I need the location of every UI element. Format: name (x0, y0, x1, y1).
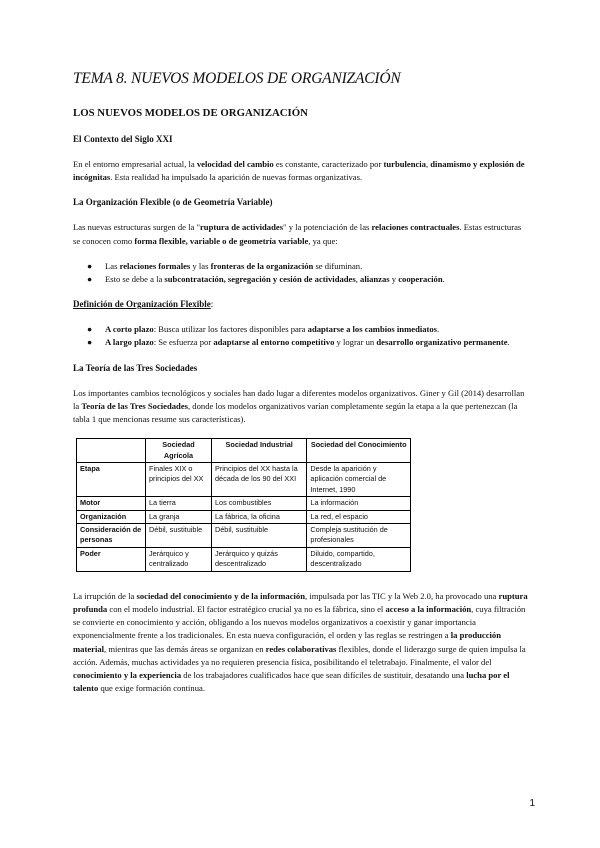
knowledge-society-paragraph: La irrupción de la sociedad del conocimiento y de la información, impulsada por las TIC y la Web 2.0, ha provocado una ruptura profunda con el modelo industrial. El factor estratégico crucial ya no es la fábrica, sino el acceso a la información, cuya filtración se convierte en conocimiento y acción, obligando a los nuevos modelos organizativos a coexistir y ganar importancia exponencialmente frente a los tradicionales. En esta nueva configuración, el orden y las reglas se restringen a la producción material, mientras que las demás áreas se organizan en redes colaborativas flexibles, donde el liderazgo surge de quien impulsa la acción. Además, muchas actividades ya no requieren presencia física, posibilitando el teletrabajo. Finalmente, el valor del conocimiento y la experiencia de los trabajadores cualificados hace que sean difíciles de sustituir, desatando una lucha por el talento que exige formación continua. (73, 590, 528, 694)
table-row (77, 547, 411, 571)
section-heading-flexible: La Organización Flexible (o de Geometría Variable) (73, 197, 273, 208)
table-cell: Desde la aparición y aplicación comercial de Internet, 1990 (307, 463, 411, 497)
section-heading-three-societies: La Teoría de las Tres Sociedades (73, 362, 198, 373)
table-cell: La tierra (146, 497, 212, 510)
table-cell: Débil, sustituible (211, 524, 306, 548)
flexible-list (73, 260, 528, 286)
main-heading: LOS NUEVOS MODELOS DE ORGANIZACIÓN (73, 107, 308, 119)
table-cell: Principios del XX hasta la década de los 90 del XXI (211, 463, 306, 497)
table-cell: Finales XIX o principios del XX (146, 463, 212, 497)
three-societies-paragraph: Los importantes cambios tecnológicos y sociales han dado lugar a diferentes modelos organizativos. Giner y Gil (2014) desarrollan la Teoría de las Tres Sociedades, donde los modelos organizativos varían completamente según la etapa a la que pertenezcan (la tabla 1 que mencionas resume sus características). (73, 387, 525, 425)
table-cell: La información (307, 497, 411, 510)
list-item: ● A corto plazo: Busca utilizar los factores disponibles para adaptarse a los cambios inmediatos. (73, 323, 528, 336)
bullet-icon: ● (87, 337, 93, 348)
flexible-paragraph: Las nuevas estructuras surgen de la "ruptura de actividades" y la potenciación de las relaciones contractuales. Estas estructuras se conocen como forma flexible, variable o de geometría variable, ya que: (73, 222, 522, 246)
page-number: 1 (529, 798, 535, 809)
document-title: TEMA 8. NUEVOS MODELOS DE ORGANIZACIÓN (73, 70, 401, 87)
page-content (73, 70, 528, 707)
table-header-cell: Sociedad del Conocimiento (307, 439, 411, 463)
section-heading-context: El Contexto del Siglo XXI (73, 134, 173, 144)
table-row-header: Organización (77, 510, 146, 523)
table-row-header: Consideración de personas (77, 524, 146, 548)
context-paragraph: En el entorno empresarial actual, la velocidad del cambio es constante, caracterizado por turbulencia, dinamismo y explosión de incógnitas. Esta realidad ha impulsado la aparición de nuevas formas organizativas. (73, 159, 525, 183)
table-cell: Diluido, compartido, descentralizado (307, 547, 411, 571)
table-header-cell: Sociedad Agrícola (146, 439, 212, 463)
table-row (77, 463, 411, 497)
societies-table (76, 438, 411, 571)
table-cell: Débil, sustituible (146, 524, 212, 548)
table-row-header: Etapa (77, 463, 146, 497)
bullet-icon: ● (87, 324, 93, 335)
table-row-header: Poder (77, 547, 146, 571)
table-row (77, 497, 411, 510)
bullet-icon: ● (87, 274, 93, 285)
table-row (77, 510, 411, 523)
table-cell: La red, el espacio (307, 510, 411, 523)
table-cell: Jerárquico y quizás descentralizado (211, 547, 306, 571)
table-row-header: Motor (77, 497, 146, 510)
table-cell: Compleja sustitución de profesionales (307, 524, 411, 548)
table-header-cell: Sociedad Industrial (211, 439, 306, 463)
list-item: ● A largo plazo: Se esfuerza por adaptarse al entorno competitivo y lograr un desarrollo organizativo permanente. (73, 336, 528, 349)
section-heading-definition: Definición de Organización Flexible: (73, 299, 214, 310)
table-header-row (77, 439, 411, 463)
list-item: ● Las relaciones formales y las fronteras de la organización se difuminan. (73, 260, 528, 273)
table-cell: Jerárquico y centralizado (146, 547, 212, 571)
table-cell: Los combustibles (211, 497, 306, 510)
definition-list (73, 323, 528, 349)
table-header-cell (77, 439, 146, 463)
table-cell: La fábrica, la oficina (211, 510, 306, 523)
list-item: ● Esto se debe a la subcontratación, segregación y cesión de actividades, alianzas y cooperación. (73, 273, 528, 286)
table-cell: La granja (146, 510, 212, 523)
bullet-icon: ● (87, 260, 93, 271)
table-row (77, 524, 411, 548)
